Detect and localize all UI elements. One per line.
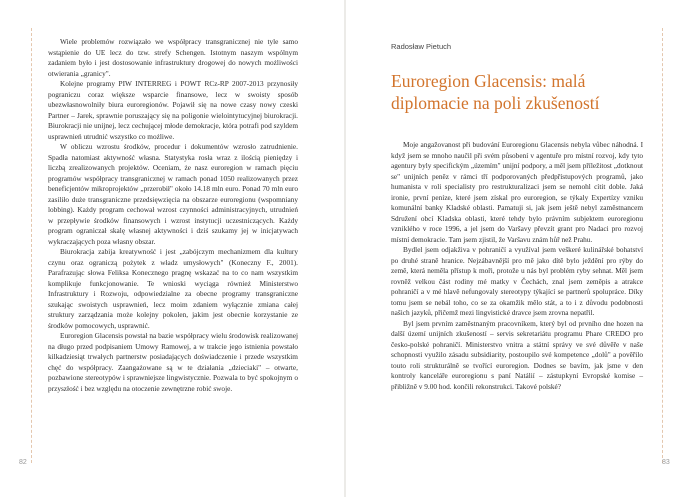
left-margin-rule: [31, 28, 32, 463]
chapter-title: Euroregion Glacensis: malá diplomacie na poli zkušeností: [391, 71, 600, 113]
right-page: [346, 0, 690, 497]
right-text-column: [391, 140, 643, 392]
left-paragraph-1: Wiele problemów rozwiązało we współpracy transgranicznej nie tyle samo wstąpienie do UE lecz do tzw. strefy Schengen. Istotnym naszym wspólnym zadaniem było i jest dostosowanie infrastruktury drogowej do nowych możliwości otwierania „granicy".: [48, 37, 298, 78]
left-page: [0, 0, 344, 497]
left-text-column: [48, 37, 298, 394]
right-paragraph-1: Moje angažovanost při budování Euroregionu Glacensis nebyla vůbec náhodná. I když jsem se mnoho naučil při svém působení v agentuře pro místní rozvoj, kdy tyto agentury byly specifickým „územím" unijní podpory, a měl jsem příležitost „dotknout se" unijních peněz v rámci tří podporovaných předpřístupových programů, jako humanista v roli specialisty pro restrukturalizaci jsem se nemohl cítit doble. Jaká ironie, první peníze, které jsem získal pro euroregion, se týkaly Expertízy vzniku komunální banky Kladské oblasti. Pamatuji si, jak jsem ještě nebyl zaměstnancem Sdružení obcí Kladska oblasti, které tehdy bylo právním subjektem euroregionu vzniklého v roce 1996, a jel jsem do Varšavy převzít grant pro Nadaci pro rozvoj místní demokracie. Tam jsem zjistil, že Varšavu znám hůř než Prahu.: [391, 140, 643, 244]
right-margin-rule: [662, 28, 663, 463]
author-name: Radosław Pietuch: [391, 42, 452, 51]
right-paragraph-3: Byl jsem prvním zaměstnaným pracovníkem, který byl od prvního dne hozen na další území unijních zkušeností – servis sekretariátu programu Phare CREDO pro česko-polské pohraničí. Ministerstvo vnitra a státní správy ve své důvěře v naše schopnosti využilo zásadu subsidiarity, postoupilo své kompetence „dolů" a pověřilo touto roli strukturálně se tvořící euroregion. Dodnes se bavím, jak jsme v den kontroly kanceláře euroregionu s paní Natálií – zástupkyní Evropské komise – přibližně v 9.00 hod. končili rekonstrukci. Takové polské?: [391, 318, 643, 391]
left-paragraph-4: Biurokracja zabija kreatywność i jest „zabójczym mechanizmem dla kultury czynu oraz ograniczą pożytek z władz umysłowych" (Koneczny F., 2001). Parafrazując słowa Feliksa Konecznego pragnę wskazać na to co nam wszystkim komplikuje funkcjonowanie. Te wnioski wyciąga również Ministerstwo Infrastruktury i Rozwoju, odpowiedzialne za obecne programy transgraniczne szukając swoistych usprawnień, lecz moim zdaniem wyłącznie zmiana całej struktury zarządzania może kolejny pokolen, jakim jest obecnie korzystanie ze środków pomocowych, usprawnić.: [48, 247, 298, 330]
left-page-number: 82: [19, 459, 27, 466]
left-paragraph-3: W obliczu wzrostu środków, procedur i dokumentów wzrosło zatrudnienie. Spadła natomiast aktywność własna. Statystyka rosła wraz z ilością pieniędzy i liczbą zrealizowanych projektów. Oceniam, że nasz euroregion w ramach pięciu programów współpracy transgranicznej w ramach ponad 1050 realizowanych przez beneficjentów mikroprojektów „przerobił" około 14.18 mln euro. Ponad 70 mln euro zasiliło duże transgraniczne przedsięwzięcia na obszarze euroregionu (wspomniany lobbing). Każdy program cechował wzrost czynności administracyjnych, utrudnień w przepływie środków finansowych i wzrost instytucji uczestniczących. Każdy program ograniczał skalę własnej aktywności i dziś szukamy jej w inicjatywach wykraczających poza własny obszar.: [48, 142, 298, 246]
left-paragraph-5: Euroregion Glacensis powstał na bazie współpracy wielu środowisk realizowanej na długo przed podpisaniem Umowy Ramowej, a w trakcie jego istnienia powstało kilkadziesiąt trwałych partnerstw posiadających doświadczenie i przede wszystkim chęć do współpracy. Zaangażowane są w te działania „dzieciaki" – otwarte, pozbawione stereotypów i sprawniejsze lingwistycznie. Pozwala to być spokojnym o przyszłość i bez względu na otoczenie zewnętrzne robić swoje.: [48, 331, 298, 393]
left-paragraph-2: Kolejne programy PIW INTERREG i POWT RCz-RP 2007-2013 przynosiły pograniczu coraz większe wsparcie finansowe, lecz w swoisty sposób ubezwłasnowolniły biura euroregionów. Pojawił się na nowe czasy nowy czeski Partner – Jarek, sprawnie poruszający się na poligonie wielointytucyjnej biurokracji. Biurokracji nie unijnej, lecz cechującej młode demokracje, która potrafi pod szyldem usprawnień utrudnić wszystko co możliwe.: [48, 79, 298, 141]
right-page-number: 83: [662, 459, 670, 466]
right-paragraph-2: Bydlel jsem odjakživa v pohraničí a využíval jsem veškeré kulinářské bohatství po druhé straně hranice. Nejzábavnější pro mě jako dítě bylo ježdění pro rýby do země, která neměla přístup k moři, protože u nás byl problém ryby sehnat. Měl jsem rovněž velkou část rodiny mé matky v Čechách, znal jsem zeměpis a atrakce pohraničí a v mé hlavě nefungovaly stereotypy týkající se partnerů spolupráce. Díky tomu jsem se nebál toho, co se za okamžik mělo stát, a to i z důvodu podobnosti našich jazyků, přičemž mezi lingvistické dravce jsem zrovna nepatřil.: [391, 245, 643, 317]
